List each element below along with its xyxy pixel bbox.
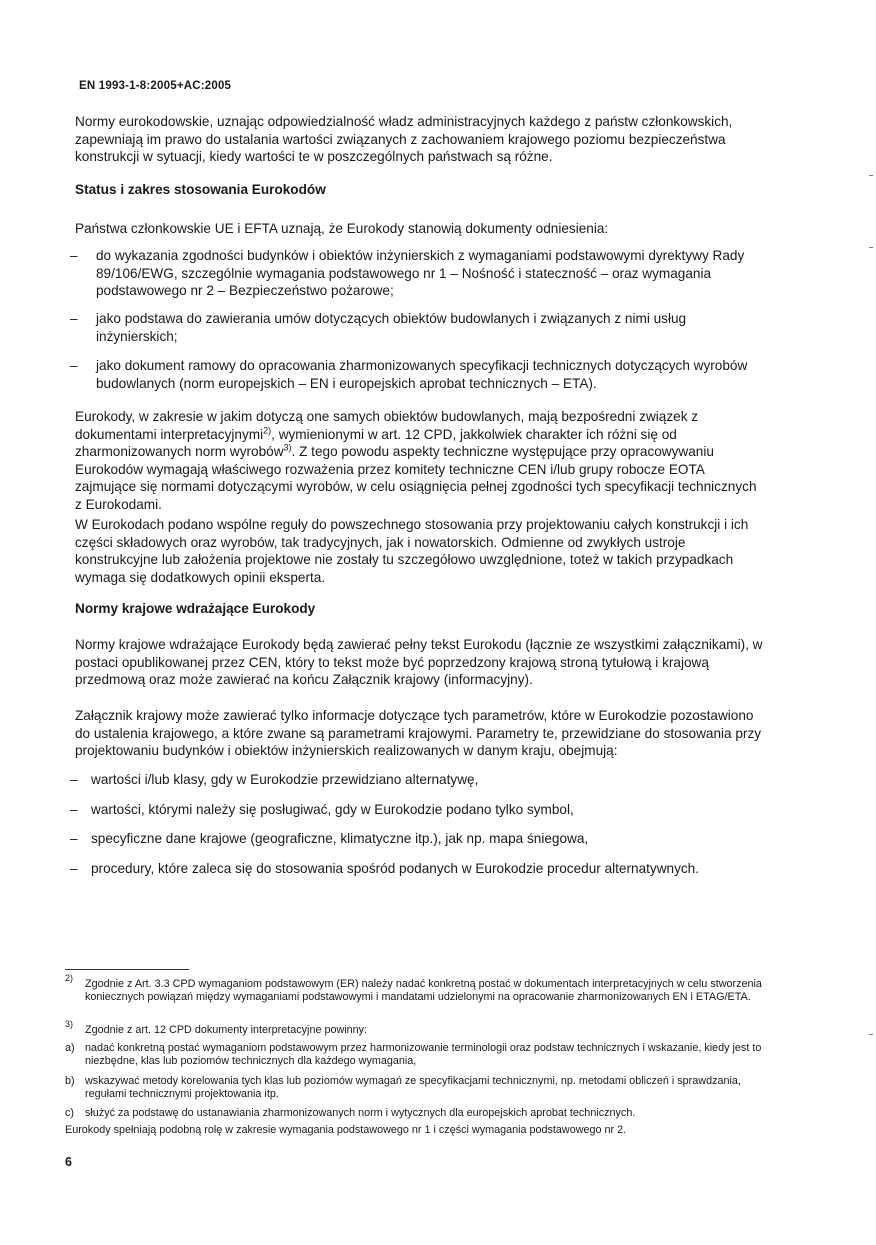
national-paragraph-2: Załącznik krajowy może zawierać tylko informacje dotyczące tych parametrów, które w Eurokodzie pozostawiono do ustalenia krajowego, a które zwane są parametrami krajowymi. Parametry te, przewidziane do stosowania przy projektowaniu budynków i obiektów inżynierskich realizowanych w danym kraju, obejmują:	[75, 708, 762, 759]
national-paragraph-1: Normy krajowe wdrażające Eurokody będą zawierać pełny tekst Eurokodu (łącznie ze wszystkimi załącznikami), w postaci opublikowanej przez CEN, który to tekst może być poprzedzony krajową stroną tytułową i krajową przedmową oraz może zawierać na końcu Załącznik krajowy (informacyjny).	[75, 637, 763, 688]
footnote-item-text: nadać konkretną postać wymaganiom podstawowym przez harmonizowanie terminologii oraz podstaw technicznych i wskazanie, kiedy jest to niezbędne, klas lub poziomów technicznych dla każdego wymagania,	[85, 1042, 762, 1068]
footnote-item-mark: b)	[65, 1075, 75, 1087]
intro-paragraph: Normy eurokodowskie, uznając odpowiedzialność władz administracyjnych każdego z państw członkowskich, zapewniają im prawo do ustalania wartości związanych z zachowaniem krajowego poziomu bezpieczeństwa konstrukcji w sytuacji, kiedy wartości te w poszczególnych państwach są różne.	[75, 114, 733, 165]
list-item-text: jako dokument ramowy do opracowania zharmonizowanych specyfikacji technicznych dotyczących wyrobów budowlanych (norm europejskich – EN i europejskich aprobat technicznych – ETA).	[96, 358, 748, 391]
list-item	[70, 357, 767, 392]
footnote-2: 2) Zgodnie z Art. 3.3 CPD wymaganiom podstawowym (ER) należy nadać konkretną postać w dokumentach interpretacyjnych w celu stworzenia koniecznych powiązań między wymaganiami podstawowymi i mandatami udzielonymi na opracowanie zharmonizowanych EN i ETAG/ETA.	[65, 978, 767, 1005]
dash-icon: –	[70, 861, 78, 876]
footnote-ref-3: 3)	[283, 442, 292, 453]
list-item-text: procedury, które zaleca się do stosowania spośród podanych w Eurokodzie procedur alternatywnych.	[91, 861, 700, 876]
footnote-text: Zgodnie z Art. 3.3 CPD wymaganiom podstawowym (ER) należy nadać konkretną postać w dokumentach interpretacyjnych w celu stworzenia koniecznych powiązań między wymaganiami podstawowymi i mandatami udzielonymi na opracowanie zharmonizowanych EN i ETAG/ETA.	[85, 978, 762, 1004]
margin-mark	[869, 175, 873, 176]
dash-icon: –	[70, 772, 78, 787]
eurokody-text-2: , wymienionymi w art. 12 CPD, jakkolwiek charakter ich różni się od zharmonizowanych norm wyrobów	[75, 426, 677, 460]
footnote-item-text: służyć za podstawę do ustanawiania zharmonizowanych norm i wytycznych dla europejskich aprobat technicznych.	[85, 1107, 636, 1119]
dash-icon: –	[70, 831, 78, 846]
eurokody-paragraph	[75, 408, 767, 514]
footnote-item-text: wskazywać metody korelowania tych klas lub poziomów wymagań ze specyfikacjami technicznymi, np. metodami obliczeń i sprawdzania, regułami technicznymi projektowania itp.	[85, 1075, 741, 1101]
footnote-item-a	[65, 1042, 767, 1069]
list-item	[70, 860, 767, 878]
footnote-text: Zgodnie z art. 12 CPD dokumenty interpretacyjne powinny:	[85, 1024, 368, 1036]
margin-mark	[869, 247, 873, 248]
rules-paragraph: W Eurokodach podano wspólne reguły do powszechnego stosowania przy projektowaniu całych konstrukcji i ich części składowych oraz wyrobów, tak tradycyjnych, jak i nowatorskich. Odmienne od zwykłych ustroje konstrukcyjne lub założenia projektowe nie zostały tu szczegółowo uwzględnione, toteż w takich przypadkach wymaga się dodatkowych opinii eksperta.	[75, 517, 749, 585]
dash-icon: –	[70, 358, 78, 373]
page-number: 6	[65, 1155, 72, 1169]
dash-icon: –	[70, 311, 78, 326]
footnote-divider	[65, 969, 189, 970]
eurokody-text-1: Eurokody, w zakresie w jakim dotyczą one samych obiektów budowlanych, mają bezpośredni związek z dokumentami interpretacyjnymi	[75, 409, 699, 442]
section-heading-status: Status i zakres stosowania Eurokodów	[75, 182, 326, 197]
list-item	[70, 830, 767, 848]
dash-icon: –	[70, 248, 78, 263]
list-item	[70, 310, 767, 345]
dash-icon: –	[70, 802, 78, 817]
list-item-text: jako podstawa do zawierania umów dotyczących obiektów budowlanych i związanych z nimi usług inżynierskich;	[96, 311, 687, 344]
footnote-item-c	[65, 1107, 767, 1120]
footnote-ref-2: 2)	[263, 425, 272, 436]
list-item-text: specyficzne dane krajowe (geograficzne, klimatyczne itp.), jak np. mapa śniegowa,	[91, 831, 589, 846]
list-item	[70, 771, 767, 789]
list-item-text: wartości i/lub klasy, gdy w Eurokodzie przewidziano alternatywę,	[91, 772, 479, 787]
list-item-text: do wykazania zgodności budynków i obiektów inżynierskich z wymaganiami podstawowymi dyrektywy Rady 89/106/EWG, szczególnie wymagania podstawowego nr 1 – Nośność i stateczność – oraz wymagania podstawowego nr 2 – Bezpieczeństwo pożarowe;	[96, 248, 745, 299]
list-item	[70, 801, 767, 819]
list-item-text: wartości, którymi należy się posługiwać, gdy w Eurokodzie podano tylko symbol,	[91, 802, 574, 817]
margin-mark	[869, 1034, 873, 1035]
list-item	[70, 247, 767, 300]
section1-lead: Państwa członkowskie UE i EFTA uznają, że Eurokody stanowią dokumenty odniesienia:	[75, 221, 609, 236]
footnote-3: 3) Zgodnie z art. 12 CPD dokumenty interpretacyjne powinny:	[65, 1024, 767, 1037]
footnote-item-mark: c)	[65, 1107, 74, 1119]
document-header: EN 1993-1-8:2005+AC:2005	[79, 80, 232, 92]
eurokody-text-3: . Z tego powodu aspekty techniczne występujące przy opracowywaniu Eurokodów wymagają właściwego rozważenia przez komitety techniczne CEN i/lub grupy robocze EOTA zajmujące się normami dotyczącymi wyrobów, w celu osiągnięcia pełnej zgodności tych specyfikacji technicznych z Eurokodami.	[75, 444, 757, 512]
footnote-item-mark: a)	[65, 1042, 75, 1054]
footnote-closing: Eurokody spełniają podobną rolę w zakresie wymagania podstawowego nr 1 i części wymagania podstawowego nr 2.	[65, 1124, 627, 1136]
footnote-item-b	[65, 1075, 767, 1102]
section-heading-national: Normy krajowe wdrażające Eurokody	[75, 601, 316, 616]
